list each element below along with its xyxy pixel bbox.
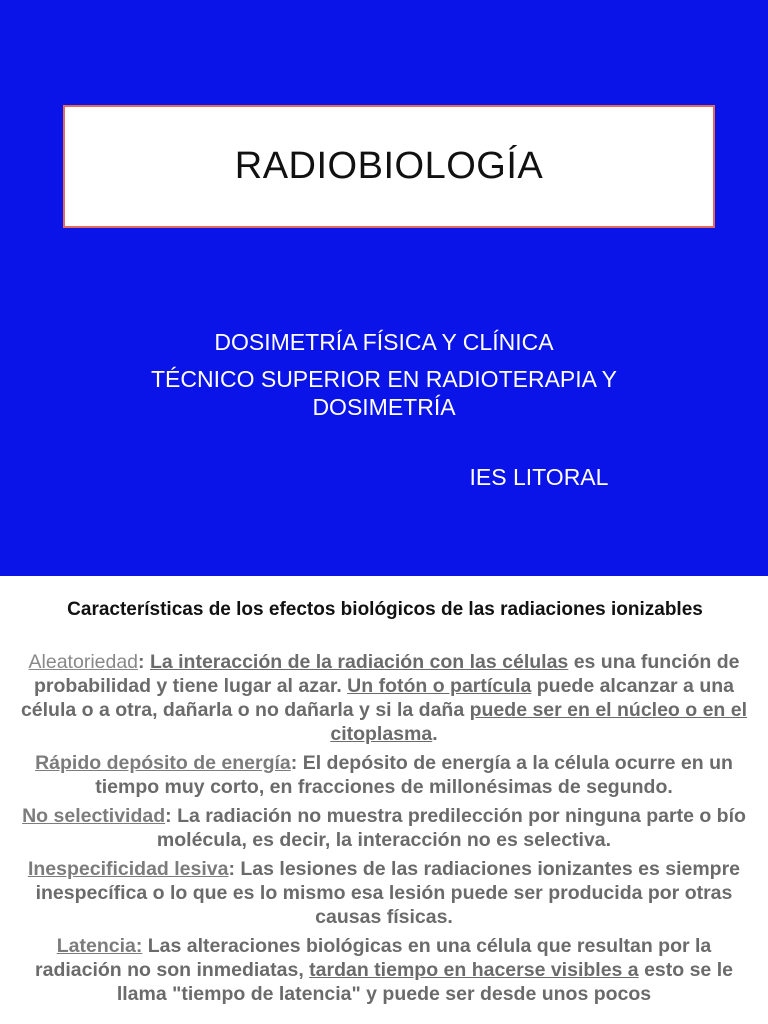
- underlined-text: puede ser en el núcleo o en el citoplasma: [330, 699, 748, 745]
- title-box: [63, 105, 715, 228]
- subtitle-line-3: DOSIMETRÍA: [312, 394, 456, 420]
- term-label: Inespecificidad lesiva: [27, 858, 229, 880]
- slide-heading: Características de los efectos biológicos de las radiaciones ionizables: [67, 599, 703, 620]
- term-label: Rápido depósito de energía: [35, 752, 291, 774]
- term-label: No selectividad: [22, 805, 166, 827]
- body-text: Las alteraciones biológicas en una célula que resultan por la radiación no son inmediatas,: [35, 935, 712, 981]
- paragraph-no-selectividad: [12, 804, 756, 852]
- slide-title: RADIOBIOLOGÍA: [234, 145, 544, 187]
- paragraph-latencia: [12, 934, 756, 1006]
- body-text: es una función de probabilidad y tiene lugar al azar.: [34, 651, 740, 697]
- term-label: Aleatoriedad: [28, 651, 139, 673]
- paragraph-inespecificidad: [12, 857, 756, 929]
- body-text: .: [432, 723, 438, 745]
- underlined-text: Un fotón o partícula: [347, 675, 532, 697]
- underlined-text: tardan tiempo en hacerse visibles a: [309, 959, 639, 981]
- paragraph-aleatoriedad: [12, 650, 756, 746]
- body-text: puede alcanzar a una célula o a otra, dañarla o no dañarla y si la daña: [20, 675, 734, 721]
- separator: :: [138, 651, 150, 673]
- body-text: : El depósito de energía a la célula ocurre en un tiempo muy corto, en fracciones de millonésimas de segundo.: [95, 752, 733, 798]
- body-text: esto se le llama "tiempo de latencia" y puede ser desde unos pocos: [116, 959, 733, 1005]
- subtitle-line-2: TÉCNICO SUPERIOR EN RADIOTERAPIA Y: [150, 366, 618, 392]
- slide-body: [12, 650, 756, 1011]
- underlined-text: La interacción de la radiación con las células: [149, 651, 569, 673]
- institution-label: IES LITORAL: [469, 464, 609, 490]
- body-text: : La radiación no muestra predilección por ninguna parte o bío molécula, es decir, la interacción no es selectiva.: [156, 805, 746, 851]
- term-label: Latencia:: [56, 935, 143, 957]
- content-slide: [0, 576, 768, 1024]
- subtitle-line-1: DOSIMETRÍA FÍSICA Y CLÍNICA: [214, 329, 554, 355]
- body-text: : Las lesiones de las radiaciones ionizantes es siempre inespecífica o lo que es lo mismo esa lesión puede ser producida por otras causas físicas.: [35, 858, 741, 928]
- paragraph-rapido-deposito: [12, 751, 756, 799]
